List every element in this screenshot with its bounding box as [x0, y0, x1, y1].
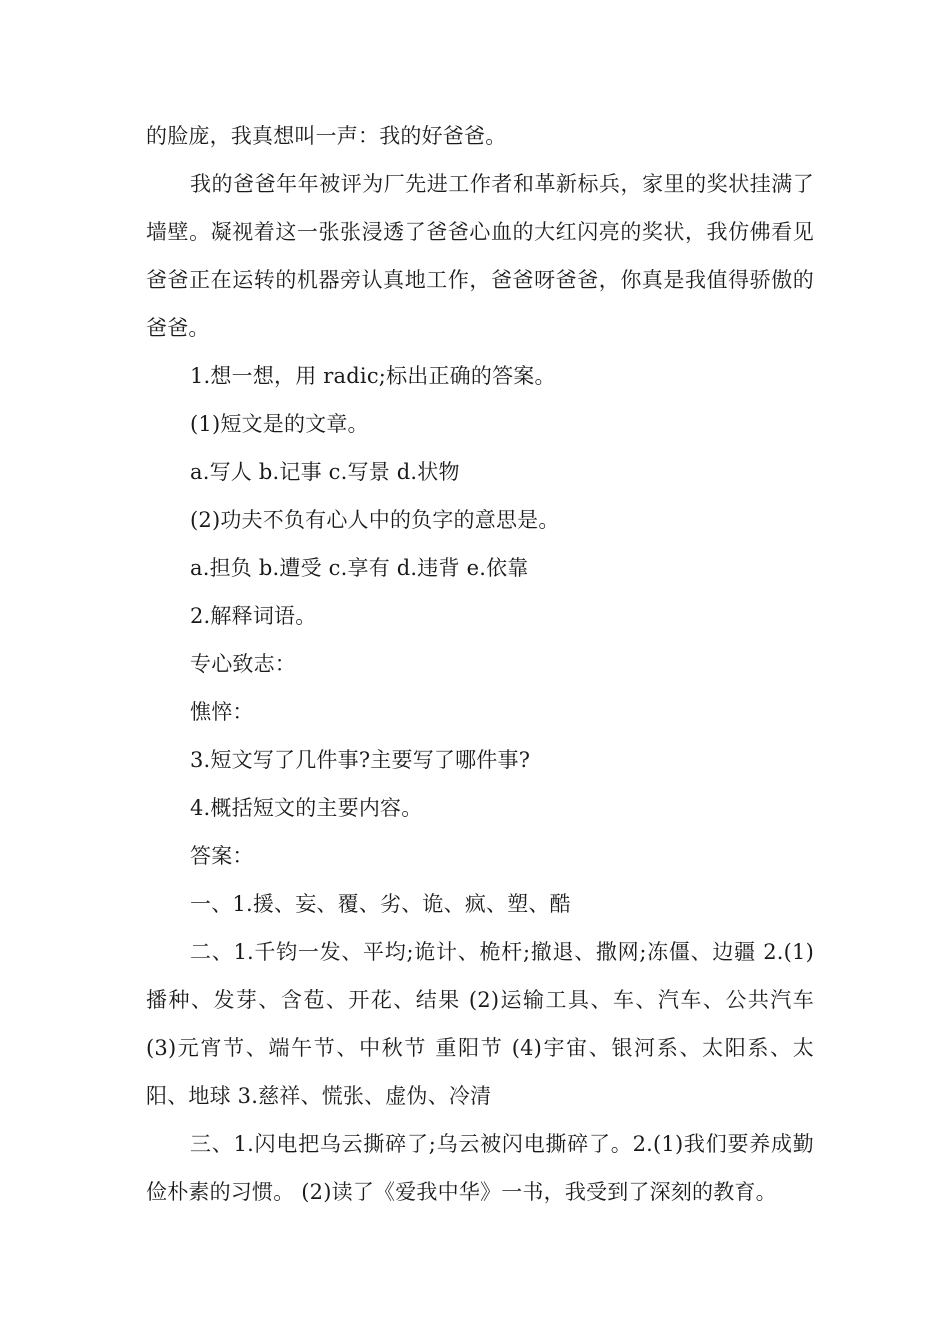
paragraph-1: 的脸庞，我真想叫一声：我的好爸爸。 [146, 124, 507, 148]
answers-heading: 答案： [190, 844, 254, 868]
answer-section-1: 一、1.援、妄、覆、劣、诡、疯、塑、酷 [190, 892, 571, 916]
question-3: 3.短文写了几件事?主要写了哪件事? [190, 748, 531, 772]
answer-section-3: 三、1.闪电把乌云撕碎了;乌云被闪电撕碎了。2.(1)我们要养成勤俭朴素的习惯。 (2)读了《爱我中华》一书，我受到了深刻的教育。 [146, 1132, 814, 1204]
question-4: 4.概括短文的主要内容。 [190, 796, 423, 820]
question-2: 2.解释词语。 [190, 604, 317, 628]
question-1: 1.想一想，用 radic;标出正确的答案。 [190, 364, 556, 388]
question-1-sub-2-options: a.担负 b.遭受 c.享有 d.违背 e.依靠 [190, 556, 529, 580]
answer-section-2: 二、1.千钧一发、平均;诡计、桅杆;撤退、撒网;冻僵、边疆 2.(1)播种、发芽、含苞、开花、结果 (2)运输工具、车、汽车、公共汽车 (3)元宵节、端午节、中秋节 重阳节 (4)宇宙、银河系、太阳系、太阳、地球 3.慈祥、慌张、虚伪、冷清 [146, 940, 814, 1108]
question-1-sub-1-options: a.写人 b.记事 c.写景 d.状物 [190, 460, 460, 484]
paragraph-2: 我的爸爸年年被评为厂先进工作者和革新标兵，家里的奖状挂满了墙壁。凝视着这一张张浸透了爸爸心血的大红闪亮的奖状，我仿佛看见爸爸正在运转的机器旁认真地工作，爸爸呀爸爸，你真是我值得骄傲的爸爸。 [146, 172, 814, 340]
question-1-sub-2: (2)功夫不负有心人中的负字的意思是。 [190, 508, 560, 532]
term-1: 专心致志： [190, 652, 296, 676]
question-1-sub-1: (1)短文是的文章。 [190, 412, 369, 436]
document-page [146, 112, 814, 1216]
term-2: 憔悴： [190, 700, 254, 724]
